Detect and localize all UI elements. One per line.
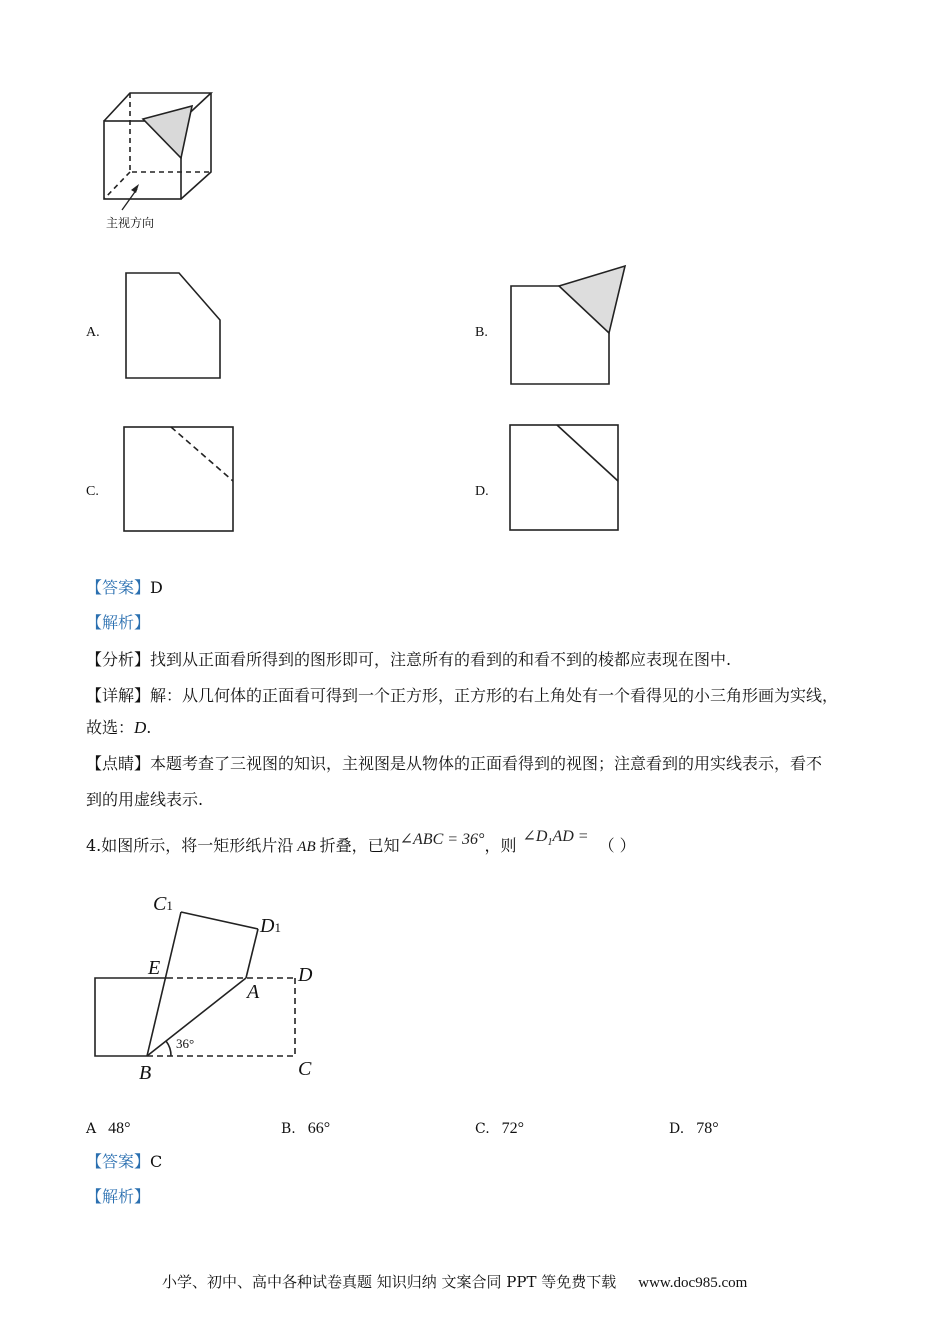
- q3-option-b-label: B.: [475, 325, 488, 340]
- q4-answer-tag: 【答案】: [86, 1152, 151, 1171]
- label-d: D: [298, 964, 313, 986]
- q4-stem-3: ，则: [484, 836, 517, 855]
- q4-ask-sub: 1: [547, 837, 553, 849]
- q4-option-c: C. 72°: [475, 1120, 525, 1137]
- detail-tag: 【详解】: [86, 686, 151, 705]
- cube-cut-triangle: [143, 106, 192, 158]
- q4-option-a: A 48°: [86, 1120, 131, 1137]
- q3-analysis-heading: [86, 613, 150, 633]
- q3-option-c-label: C.: [86, 484, 99, 499]
- q4-condition: ∠ABC = 36°: [399, 831, 485, 848]
- q3-detail-line-1: [86, 686, 838, 706]
- label-b: B: [139, 1062, 152, 1084]
- label-c1: C1: [153, 893, 173, 915]
- q4-stem-ab: AB: [297, 839, 316, 855]
- answer-tag: 【答案】: [86, 578, 151, 597]
- detail-text: 解：从几何体的正面看可得到一个正方形，正方形的右上角处有一个看得见的小三角形画为实线，: [150, 686, 839, 705]
- q4-answer-value: C: [150, 1152, 163, 1171]
- label-c: C: [298, 1058, 312, 1080]
- q4-ask: ∠D: [522, 828, 548, 845]
- q3-answer: [86, 578, 163, 598]
- cube-caption: 主视方向: [106, 216, 155, 230]
- dianjing-tag: 【点睛】: [86, 754, 151, 773]
- q4-analysis-heading: [86, 1187, 150, 1207]
- label-e: E: [148, 957, 161, 979]
- fenxi-text: 找到从正面看所得到的图形即可，注意所有的看到的和看不到的棱都应表现在图中.: [150, 650, 732, 669]
- fenxi-tag: 【分析】: [86, 650, 151, 669]
- label-angle: 36°: [176, 1036, 195, 1051]
- q4-stem: [86, 828, 636, 863]
- detail-end: .: [146, 718, 152, 737]
- footer: [162, 1271, 747, 1292]
- label-d1: D1: [260, 915, 281, 937]
- analysis-tag: 【解析】: [86, 613, 151, 632]
- q4-stem-1: 如图所示，将一矩形纸片沿: [101, 836, 294, 855]
- q4-option-d: D. 78°: [669, 1120, 719, 1137]
- q3-dianjing-line-2: [86, 790, 203, 810]
- q4-answer: [86, 1152, 162, 1172]
- label-a: A: [247, 981, 260, 1003]
- dianjing-text-2: 到的用虚线表示.: [86, 790, 204, 809]
- answer-value: D: [150, 578, 163, 597]
- q3-option-d-label: D.: [475, 484, 489, 499]
- footer-url[interactable]: www.doc985.com: [638, 1275, 748, 1291]
- q3-option-a-label: A.: [86, 325, 100, 340]
- q4-option-b: B. 66°: [281, 1120, 331, 1137]
- dianjing-text-1: 本题考查了三视图的知识，主视图是从物体的正面看得到的视图；注意看到的用实线表示，看不: [150, 754, 823, 773]
- q3-dianjing-line-1: [86, 754, 822, 774]
- footer-text: 小学、初中、高中各种试卷真题 知识归纳 文案合同 PPT 等免费下载: [162, 1273, 617, 1291]
- q4-blank: （ ）: [598, 836, 636, 855]
- q3-fenxi: [86, 650, 731, 670]
- q4-analysis-tag: 【解析】: [86, 1187, 151, 1206]
- q4-number: 4.: [86, 836, 102, 855]
- q3-detail-line-2: [86, 718, 151, 738]
- detail-choice: D: [134, 718, 147, 737]
- q4-ask-2: AD =: [552, 828, 589, 845]
- q4-stem-2: 折叠，已知: [319, 836, 400, 855]
- detail-select: 故选：: [86, 718, 135, 737]
